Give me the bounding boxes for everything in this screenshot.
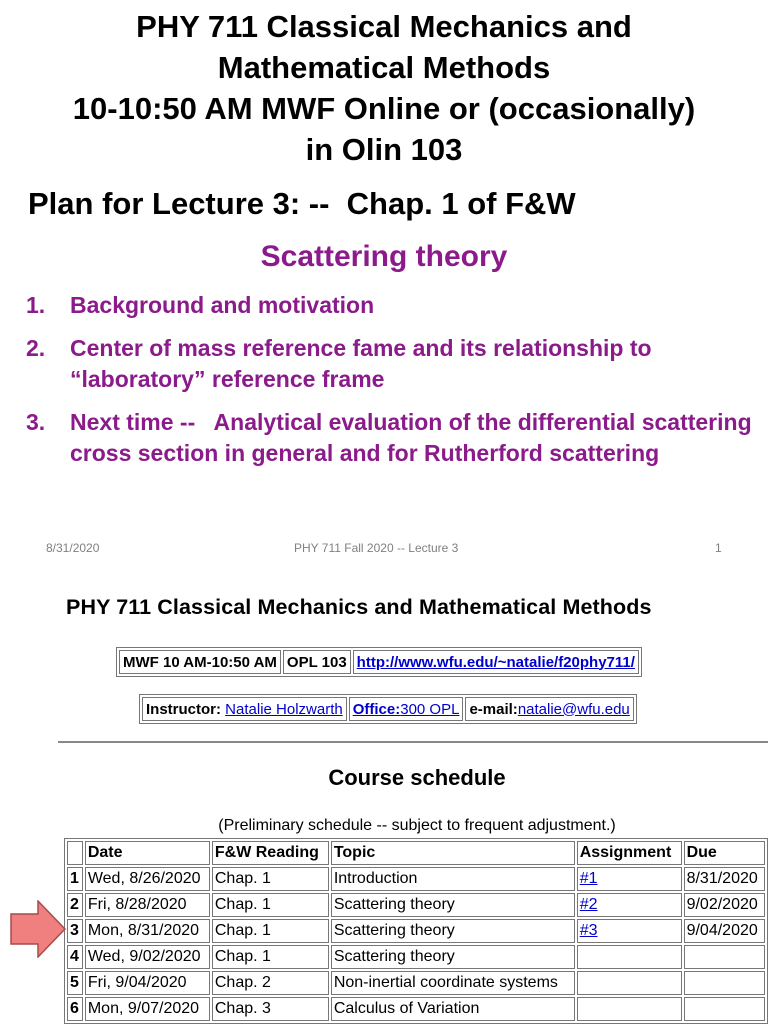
- lecture-plan-heading: Plan for Lecture 3: -- Chap. 1 of F&W: [28, 186, 576, 221]
- outline-item-text: Center of mass reference fame and its relationship to “laboratory” reference frame: [70, 335, 658, 392]
- schedule-note: (Preliminary schedule -- subject to frequent adjustment.): [218, 817, 616, 834]
- course-url-cell: [353, 650, 639, 674]
- row-due: [684, 997, 765, 1021]
- row-number: 5: [67, 971, 83, 995]
- slide-title-line-1: PHY 711 Classical Mechanics and: [136, 9, 632, 44]
- row-assignment: [577, 997, 682, 1021]
- row-topic: Scattering theory: [331, 945, 575, 969]
- row-date: Wed, 9/02/2020: [85, 945, 210, 969]
- email-link[interactable]: natalie@wfu.edu: [517, 700, 630, 718]
- table-row: [67, 867, 765, 891]
- table-row: [67, 893, 765, 917]
- table-row: [67, 945, 765, 969]
- header-cell-reading: F&W Reading: [212, 841, 329, 865]
- row-topic: Calculus of Variation: [331, 997, 575, 1021]
- row-reading: Chap. 1: [212, 919, 329, 943]
- slide-title-line-2: Mathematical Methods: [217, 50, 551, 85]
- row-number: 3: [67, 919, 83, 943]
- row-due: 9/04/2020: [684, 919, 765, 943]
- office-link[interactable]: [353, 701, 460, 718]
- class-time: MWF 10 AM-10:50 AM: [119, 650, 281, 674]
- slide-footer-date: 8/31/2020: [46, 541, 100, 555]
- table-row: [67, 997, 765, 1021]
- outline-item-2: [26, 333, 756, 395]
- row-date: Wed, 8/26/2020: [85, 867, 210, 891]
- slide-title-line-3: 10-10:50 AM MWF Online or (occasionally): [72, 91, 696, 126]
- arrow-right-icon: [10, 900, 66, 958]
- office-value: 300 OPL: [400, 700, 460, 718]
- row-date: Fri, 8/28/2020: [85, 893, 210, 917]
- outline-list: [26, 290, 759, 481]
- table-row: [67, 971, 765, 995]
- row-due: 8/31/2020: [684, 867, 765, 891]
- instructor-cell: [142, 697, 347, 721]
- assignment-link[interactable]: #1: [579, 870, 598, 887]
- slide-title-line-4: in Olin 103: [305, 132, 463, 167]
- office-label: Office:: [352, 700, 401, 718]
- office-cell: [349, 697, 464, 721]
- header-cell-date: Date: [85, 841, 210, 865]
- row-topic: Scattering theory: [331, 919, 575, 943]
- row-topic: Non-inertial coordinate systems: [331, 971, 575, 995]
- email-label: e-mail:: [469, 700, 518, 718]
- row-date: Mon, 8/31/2020: [85, 919, 210, 943]
- header-cell-due: Due: [684, 841, 765, 865]
- row-number: 6: [67, 997, 83, 1021]
- row-assignment: [577, 971, 682, 995]
- outline-item-text: Background and motivation: [70, 292, 375, 318]
- row-due: 9/02/2020: [684, 893, 765, 917]
- instructor-label: Instructor:: [146, 700, 221, 718]
- row-reading: Chap. 1: [212, 945, 329, 969]
- outline-item-number: 1.: [26, 292, 46, 318]
- outline-item-1: [26, 290, 756, 321]
- email-cell: [465, 697, 633, 721]
- slide-footer-course: PHY 711 Fall 2020 -- Lecture 3: [294, 541, 459, 555]
- row-assignment: [577, 919, 682, 943]
- slide-subtitle: Scattering theory: [260, 240, 508, 273]
- header-cell-number: [67, 841, 83, 865]
- outline-item-text: Next time -- Analytical evaluation of the differential scattering cross section in general and for Rutherford scattering: [70, 409, 759, 466]
- schedule-header-row: [67, 841, 765, 865]
- row-reading: Chap. 2: [212, 971, 329, 995]
- horizontal-rule: [58, 741, 768, 743]
- schedule-table: [64, 838, 768, 1024]
- row-number: 2: [67, 893, 83, 917]
- outline-item-number: 2.: [26, 335, 46, 361]
- course-info-table: [116, 647, 642, 677]
- row-topic: Scattering theory: [331, 893, 575, 917]
- contact-table: [139, 694, 637, 724]
- assignment-link[interactable]: #3: [579, 922, 598, 939]
- row-due: [684, 945, 765, 969]
- row-topic: Introduction: [331, 867, 575, 891]
- assignment-link[interactable]: #2: [579, 896, 598, 913]
- row-assignment: [577, 867, 682, 891]
- row-reading: Chap. 1: [212, 893, 329, 917]
- slide-footer-page-number: 1: [715, 541, 722, 555]
- class-room: OPL 103: [283, 650, 351, 674]
- row-date: Fri, 9/04/2020: [85, 971, 210, 995]
- table-row-current: [67, 919, 765, 943]
- slide-title: [0, 6, 768, 170]
- outline-item-3: [26, 407, 759, 469]
- row-number: 4: [67, 945, 83, 969]
- row-due: [684, 971, 765, 995]
- header-cell-assignment: Assignment: [577, 841, 682, 865]
- row-assignment: [577, 945, 682, 969]
- course-url-link[interactable]: http://www.wfu.edu/~natalie/f20phy711/: [356, 653, 635, 671]
- row-reading: Chap. 1: [212, 867, 329, 891]
- row-reading: Chap. 3: [212, 997, 329, 1021]
- outline-item-number: 3.: [26, 409, 46, 435]
- row-date: Mon, 9/07/2020: [85, 997, 210, 1021]
- row-assignment: [577, 893, 682, 917]
- header-cell-topic: Topic: [331, 841, 575, 865]
- course-webpage: [0, 565, 768, 1024]
- row-number: 1: [67, 867, 83, 891]
- webpage-title: PHY 711 Classical Mechanics and Mathematical Methods: [66, 595, 652, 619]
- instructor-link[interactable]: Natalie Holzwarth: [225, 700, 343, 718]
- schedule-title: Course schedule: [328, 765, 506, 790]
